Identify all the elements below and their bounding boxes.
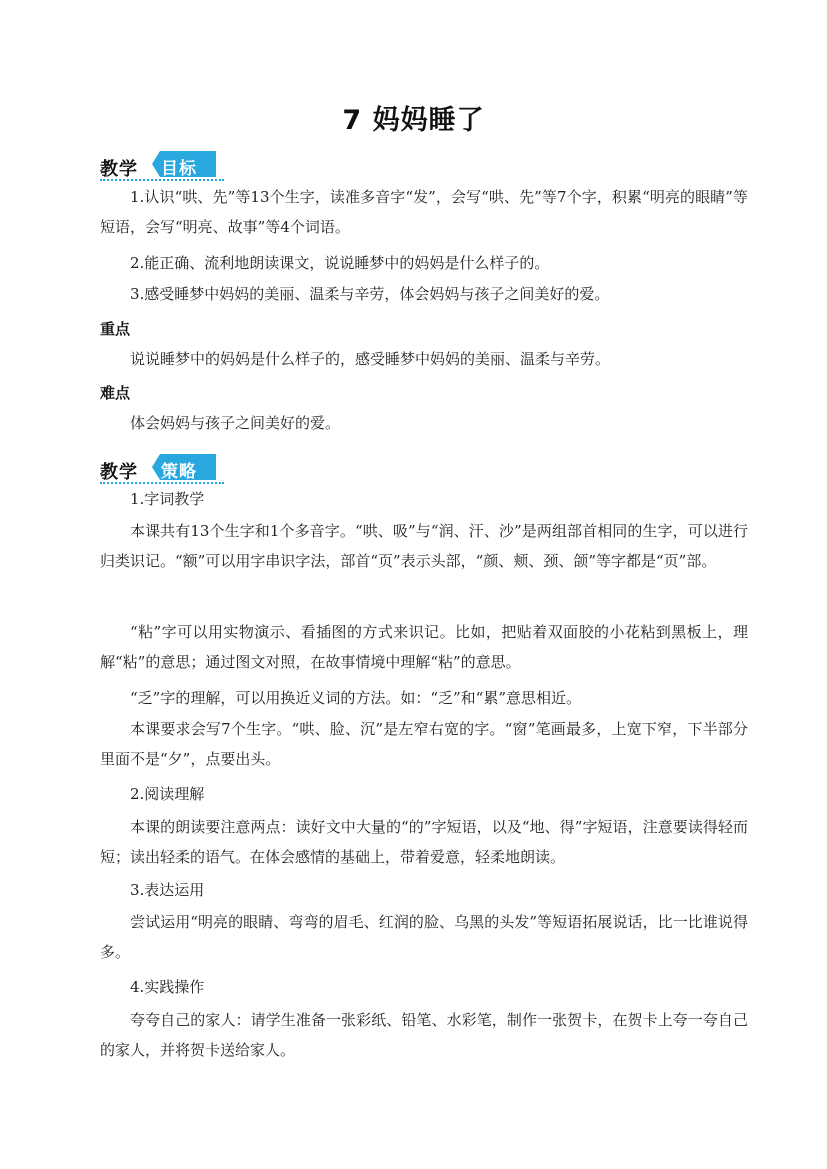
difficulty-text: 体会妈妈与孩子之间美好的爱。 — [130, 414, 341, 432]
section-divider — [100, 179, 224, 181]
strategy-paragraph: 尝试运用“明亮的眼睛、弯弯的眉毛、红润的脸、乌黑的头发”等短语拓展说话，比一比谁说得多。 — [100, 913, 748, 961]
section-heading-strategy — [100, 454, 300, 488]
section-tag-strategy — [152, 454, 208, 480]
section-tag-label: 策略 — [161, 462, 197, 482]
goal-item: 3.感受睡梦中妈妈的美丽、温柔与辛劳，体会妈妈与孩子之间美好的爱。 — [130, 285, 610, 303]
strategy-subheading: 2.阅读理解 — [130, 785, 205, 803]
goal-item: 2.能正确、流利地朗读课文，说说睡梦中的妈妈是什么样子的。 — [130, 254, 550, 272]
strategy-paragraph: “乏”字的理解，可以用换近义词的方法。如：“乏”和“累”意思相近。 — [130, 689, 582, 707]
strategy-paragraph: 夸夸自己的家人：请学生准备一张彩纸、铅笔、水彩笔，制作一张贺卡，在贺卡上夸一夸自己的家人，并将贺卡送给家人。 — [100, 1011, 748, 1059]
section-heading-prefix: 教学 — [100, 159, 138, 180]
strategy-paragraph: 本课要求会写7个生字。“哄、脸、沉”是左窄右宽的字。“窗”笔画最多，上宽下窄，下半部分里面不是“夕”，点要出头。 — [100, 720, 748, 768]
page-title: 7 妈妈睡了 — [342, 105, 485, 136]
strategy-subheading: 3.表达运用 — [130, 881, 205, 899]
key-point-text: 说说睡梦中的妈妈是什么样子的，感受睡梦中妈妈的美丽、温柔与辛劳。 — [130, 350, 611, 368]
section-heading-goals — [100, 151, 300, 185]
difficulty-label: 难点 — [100, 384, 131, 402]
strategy-paragraph: “粘”字可以用实物演示、看插图的方式来识记。比如，把贴着双面胶的小花粘到黑板上，理解“粘”的意思；通过图文对照，在故事情境中理解“粘”的意思。 — [100, 623, 748, 671]
strategy-subheading: 4.实践操作 — [130, 978, 205, 996]
section-tag-label: 目标 — [161, 159, 197, 179]
section-heading-prefix: 教学 — [100, 462, 138, 483]
key-point-label: 重点 — [100, 320, 131, 338]
section-tag-goals — [152, 151, 208, 177]
strategy-paragraph: 本课共有13个生字和1个多音字。“哄、吸”与“润、汗、沙”是两组部首相同的生字，可以进行归类识记。“额”可以用字串识字法，部首“页”表示头部，“颜、颊、颈、颌”等字都是“页”部。 — [100, 522, 748, 570]
strategy-subheading: 1.字词教学 — [130, 490, 205, 508]
goal-item: 1.认识“哄、先”等13个生字，读准多音字“发”，会写“哄、先”等7个字，积累“明亮的眼睛”等短语，会写“明亮、故事”等4个词语。 — [100, 188, 748, 236]
strategy-paragraph: 本课的朗读要注意两点：读好文中大量的“的”字短语，以及“地、得”字短语，注意要读得轻而短；读出轻柔的语气。在体会感情的基础上，带着爱意，轻柔地朗读。 — [100, 818, 748, 866]
